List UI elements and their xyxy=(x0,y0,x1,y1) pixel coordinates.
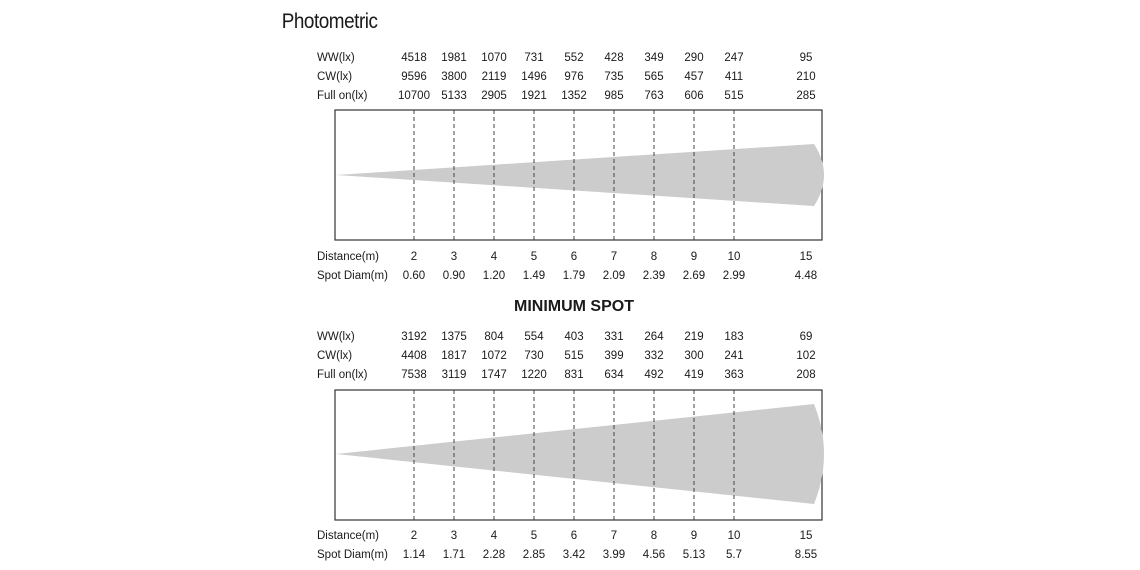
cell-cw-value: 1496 xyxy=(521,71,547,83)
row-label-ww: WW(lx) xyxy=(317,331,355,343)
cell-full-value: 419 xyxy=(684,369,704,381)
cell-ww-value: 3192 xyxy=(401,331,427,343)
cell-spot-value: 2.69 xyxy=(682,270,706,282)
cell-ww-value: 1375 xyxy=(441,331,467,343)
cell-full-value: 1747 xyxy=(481,369,507,381)
cell-distance-value: 15 xyxy=(799,530,813,542)
cell-cw-value: 730 xyxy=(524,350,544,362)
cell-distance-value: 7 xyxy=(610,251,618,263)
cell-ww-value: 247 xyxy=(724,52,744,64)
cell-cw-value: 515 xyxy=(564,350,584,362)
cell-spot-value: 1.20 xyxy=(482,270,506,282)
cell-ww-value: 552 xyxy=(564,52,584,64)
row-label-spot: Spot Diam(m) xyxy=(317,270,388,282)
cell-distance-value: 4 xyxy=(490,530,498,542)
cell-ww-value: 95 xyxy=(799,52,813,64)
row-label-spot: Spot Diam(m) xyxy=(317,549,388,561)
cell-ww-value: 428 xyxy=(604,52,624,64)
cell-cw-value: 411 xyxy=(724,71,744,83)
cell-cw-value: 9596 xyxy=(401,71,427,83)
cell-spot-value: 8.55 xyxy=(794,549,818,561)
cell-distance-value: 9 xyxy=(690,530,698,542)
cell-full-value: 3119 xyxy=(441,369,467,381)
cell-cw-value: 565 xyxy=(644,71,664,83)
cell-distance-value: 8 xyxy=(650,530,658,542)
row-label-cw: CW(lx) xyxy=(317,350,353,362)
cell-ww-value: 804 xyxy=(484,331,504,343)
cell-spot-value: 3.42 xyxy=(562,549,586,561)
cell-spot-value: 0.60 xyxy=(402,270,426,282)
cell-cw-value: 2119 xyxy=(481,71,507,83)
cell-ww-value: 1070 xyxy=(481,52,507,64)
cell-full-value: 1921 xyxy=(521,90,547,102)
cell-full-value: 5133 xyxy=(441,90,467,102)
cell-spot-value: 2.99 xyxy=(722,270,746,282)
cell-full-value: 492 xyxy=(644,369,664,381)
cell-spot-value: 1.71 xyxy=(442,549,466,561)
cell-spot-value: 1.14 xyxy=(402,549,426,561)
cell-cw-value: 399 xyxy=(604,350,624,362)
cell-cw-value: 735 xyxy=(604,71,624,83)
cell-cw-value: 976 xyxy=(564,71,584,83)
cell-full-value: 1220 xyxy=(521,369,547,381)
cell-distance-value: 2 xyxy=(410,251,418,263)
cell-full-value: 634 xyxy=(604,369,624,381)
cell-ww-value: 554 xyxy=(524,331,544,343)
cell-cw-value: 457 xyxy=(684,71,704,83)
cell-distance-value: 15 xyxy=(799,251,813,263)
cell-ww-value: 403 xyxy=(564,331,584,343)
cell-distance-value: 5 xyxy=(530,530,538,542)
cell-cw-value: 102 xyxy=(796,350,816,362)
row-label-ww: WW(lx) xyxy=(317,52,355,64)
cell-distance-value: 10 xyxy=(727,251,741,263)
cell-distance-value: 7 xyxy=(610,530,618,542)
cell-ww-value: 290 xyxy=(684,52,704,64)
row-label-cw: CW(lx) xyxy=(317,71,353,83)
cell-ww-value: 4518 xyxy=(401,52,427,64)
cell-distance-value: 9 xyxy=(690,251,698,263)
cell-full-value: 1352 xyxy=(561,90,587,102)
photometric-panel-minimum-spot xyxy=(317,298,824,561)
cell-distance-value: 10 xyxy=(727,530,741,542)
row-label-distance: Distance(m) xyxy=(317,251,379,263)
cell-cw-value: 1817 xyxy=(441,350,467,362)
cell-distance-value: 2 xyxy=(410,530,418,542)
cell-spot-value: 5.13 xyxy=(682,549,706,561)
cell-spot-value: 0.90 xyxy=(442,270,466,282)
cell-full-value: 515 xyxy=(724,90,744,102)
cell-full-value: 2905 xyxy=(481,90,507,102)
light-beam-cone xyxy=(336,144,824,206)
cell-distance-value: 8 xyxy=(650,251,658,263)
cell-ww-value: 331 xyxy=(604,331,624,343)
cell-ww-value: 731 xyxy=(524,52,544,64)
row-label-full: Full on(lx) xyxy=(317,90,368,102)
cell-full-value: 363 xyxy=(724,369,744,381)
cell-spot-value: 2.28 xyxy=(482,549,506,561)
cell-spot-value: 2.85 xyxy=(522,549,546,561)
cell-spot-value: 1.79 xyxy=(562,270,586,282)
cell-full-value: 285 xyxy=(796,90,816,102)
panel-title: MINIMUM SPOT xyxy=(514,298,634,315)
cell-distance-value: 3 xyxy=(450,251,458,263)
panel-title: Photometric xyxy=(281,10,378,34)
cell-ww-value: 219 xyxy=(684,331,704,343)
cell-cw-value: 1072 xyxy=(481,350,507,362)
cell-spot-value: 2.39 xyxy=(642,270,666,282)
cell-cw-value: 3800 xyxy=(441,71,467,83)
cell-ww-value: 1981 xyxy=(441,52,467,64)
photometric-panel-main xyxy=(282,10,824,282)
cell-spot-value: 4.56 xyxy=(642,549,666,561)
cell-spot-value: 1.49 xyxy=(522,270,546,282)
cell-cw-value: 241 xyxy=(724,350,744,362)
cell-full-value: 763 xyxy=(644,90,664,102)
cell-cw-value: 300 xyxy=(684,350,704,362)
cell-ww-value: 183 xyxy=(724,331,744,343)
cell-ww-value: 264 xyxy=(644,331,664,343)
cell-distance-value: 6 xyxy=(570,251,578,263)
cell-ww-value: 349 xyxy=(644,52,664,64)
cell-distance-value: 5 xyxy=(530,251,538,263)
cell-full-value: 606 xyxy=(684,90,704,102)
cell-cw-value: 4408 xyxy=(401,350,427,362)
cell-distance-value: 6 xyxy=(570,530,578,542)
cell-spot-value: 2.09 xyxy=(602,270,626,282)
light-beam-cone xyxy=(336,404,824,504)
cell-full-value: 831 xyxy=(564,369,584,381)
cell-full-value: 7538 xyxy=(401,369,427,381)
cell-cw-value: 210 xyxy=(796,71,816,83)
cell-spot-value: 5.7 xyxy=(726,549,742,561)
row-label-full: Full on(lx) xyxy=(317,369,368,381)
cell-full-value: 10700 xyxy=(398,90,430,102)
cell-full-value: 985 xyxy=(604,90,624,102)
cell-distance-value: 4 xyxy=(490,251,498,263)
cell-cw-value: 332 xyxy=(644,350,664,362)
cell-spot-value: 3.99 xyxy=(602,549,626,561)
cell-ww-value: 69 xyxy=(799,331,813,343)
row-label-distance: Distance(m) xyxy=(317,530,379,542)
cell-spot-value: 4.48 xyxy=(794,270,818,282)
cell-full-value: 208 xyxy=(796,369,816,381)
cell-distance-value: 3 xyxy=(450,530,458,542)
